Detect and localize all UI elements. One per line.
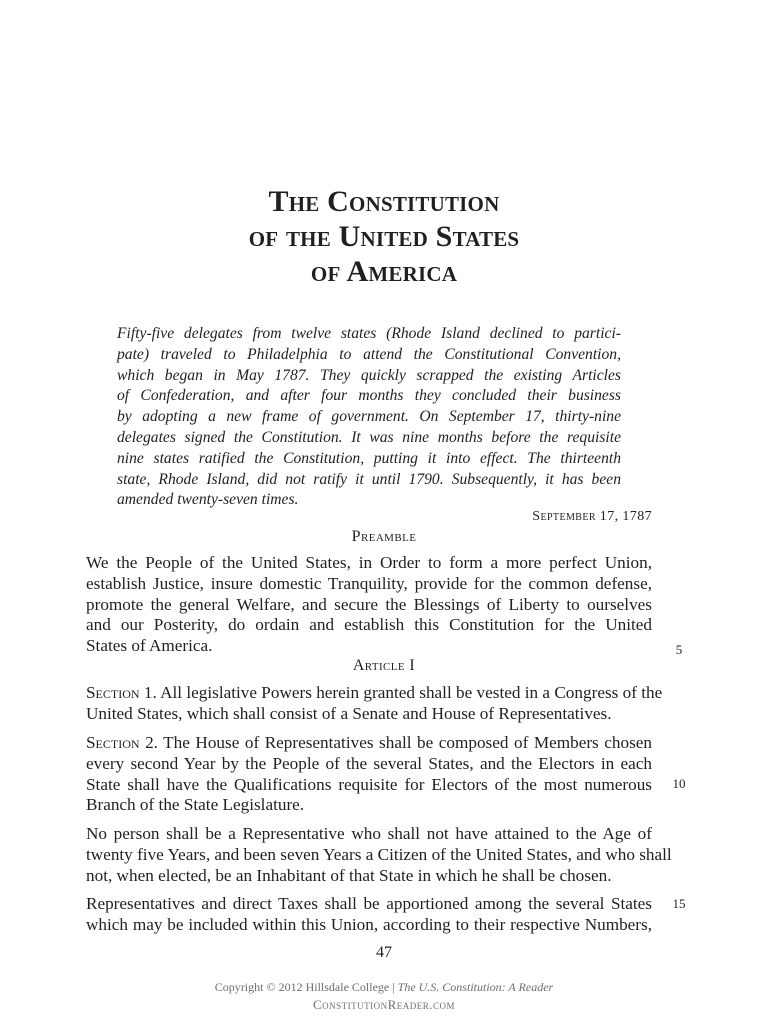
paragraph-line: not, when elected, be an Inhabitant of that State in which he shall be chosen. [86,865,612,885]
section-2-line: Branch of the State Legislature. [86,795,305,815]
intro-line: Fifty-five delegates from twelve states (Rhode Island declined to partici- [117,325,621,342]
section-2-line: Section 2. The House of Representatives shall be composed of Members chosen [86,733,652,752]
representative-qualifications [86,824,672,886]
intro-line: delegates signed the Constitution. It was nine months before the requisite [117,428,621,446]
title-line-1: The Constitution [268,185,500,218]
intro-line: amended twenty-seven times. [117,491,299,509]
preamble-line: States of America. [86,636,213,656]
apportionment-paragraph [86,894,652,936]
preamble-heading: Preamble [351,528,417,545]
signing-date: September 17, 1787 [532,509,652,524]
preamble-line: establish Justice, insure domestic Tranquility, provide for the common defense, [86,573,652,593]
page-number: 47 [376,944,392,961]
document-title [0,184,768,289]
page-footer [0,978,768,1014]
copyright-text: Copyright © 2012 Hillsdale College [214,980,390,994]
line-number: 5 [675,642,683,657]
intro-line: nine states ratified the Constitution, putting it into effect. The thirteenth [117,449,621,467]
book-title: The U.S. Constitution: A Reader [397,980,554,994]
intro-line: which began in May 1787. They quickly scrapped the existing Articles [117,366,621,384]
intro-line: pate) traveled to Philadelphia to attend the Constitutional Convention, [117,345,621,363]
website-link[interactable]: ConstitutionReader.com [312,997,456,1012]
section-1-line: United States, which shall consist of a Senate and House of Representatives. [86,703,612,723]
intro-line: by adopting a new frame of government. On September 17, thirty-nine [117,408,621,426]
preamble-line: promote the general Welfare, and secure the Blessings of Liberty to ourselves [86,594,652,614]
preamble-line: We the People of the United States, in Order to form a more perfect Union, [86,553,652,572]
section-label: Section 2. [86,733,158,752]
intro-line: state, Rhode Island, did not ratify it until 1790. Subsequently, it has been [117,470,621,488]
intro-line: of Confederation, and after four months they concluded their business [117,387,621,405]
line-number: 10 [672,776,686,791]
paragraph-line: twenty five Years, and been seven Years a Citizen of the United States, and who shall [86,844,672,864]
section-1-line: Section 1. All legislative Powers herein granted shall be vested in a Congress of the [86,683,663,702]
section-2 [86,733,652,816]
title-line-2: of the United States [248,220,520,253]
preamble-text [86,553,652,657]
title-line-3: of America [310,255,458,288]
section-1 [86,683,663,725]
footer-separator: | [392,980,395,994]
paragraph-line: Representatives and direct Taxes shall be apportioned among the several States [86,894,652,913]
article-heading: Article I [352,657,416,674]
section-2-line: every second Year by the People of the several States, and the Electors in each [86,753,652,773]
section-2-line: State shall have the Qualifications requisite for Electors of the most numerous [86,774,652,794]
preamble-line: and our Posterity, do ordain and establish this Constitution for the United [86,615,652,635]
intro-paragraph [117,324,621,511]
section-label: Section 1. [86,683,157,702]
line-number: 15 [672,896,686,911]
paragraph-line: which may be included within this Union, according to their respective Numbers, [86,914,652,934]
paragraph-line: No person shall be a Representative who shall not have attained to the Age of [86,824,652,843]
footer-credit [0,978,768,996]
